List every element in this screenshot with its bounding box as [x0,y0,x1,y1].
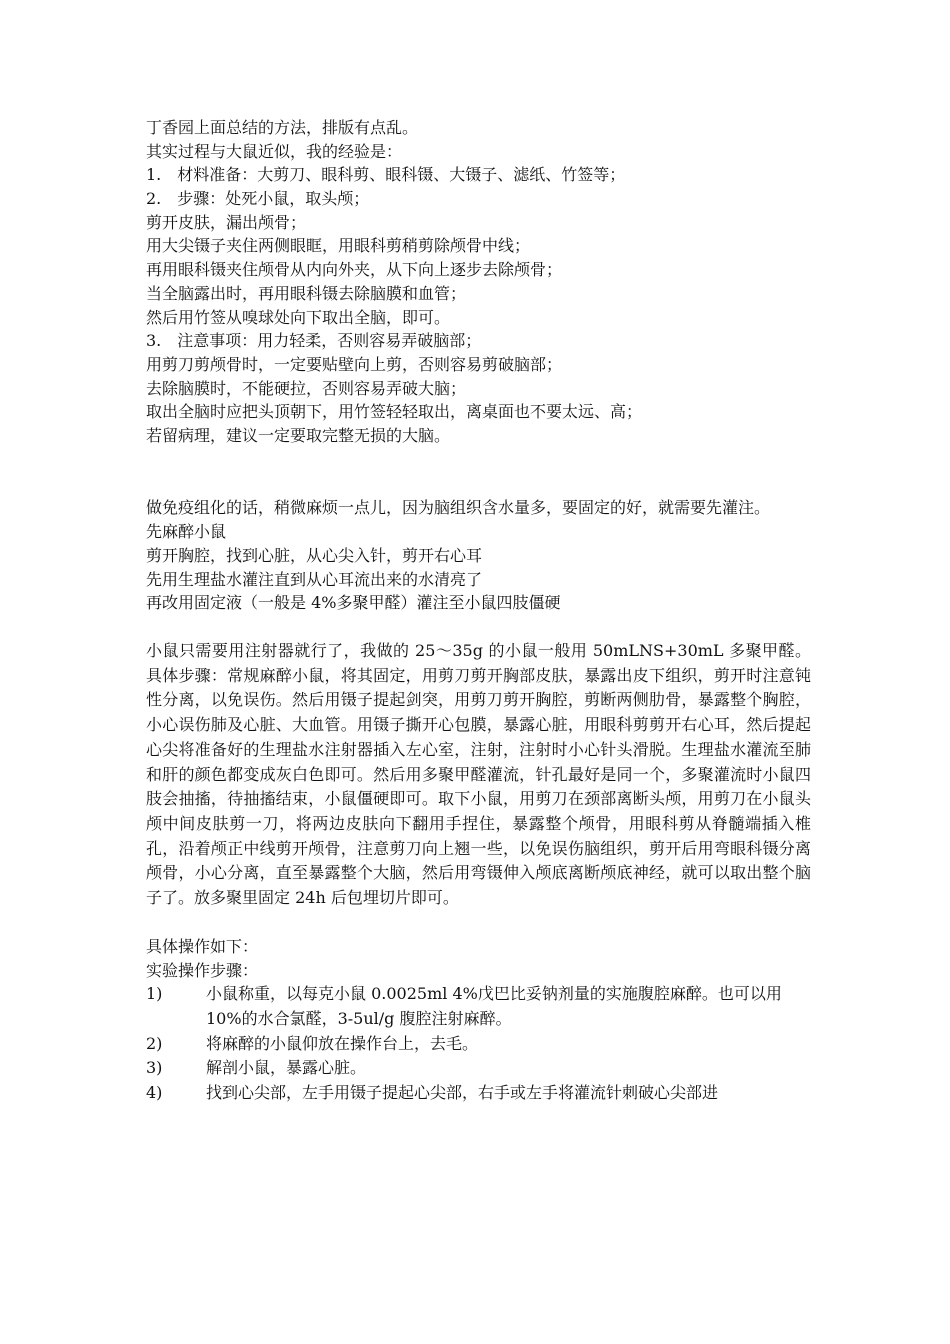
text-line: 先用生理盐水灌注直到从心耳流出来的水清亮了 [146,569,483,589]
text-line: 取出全脑时应把头顶朝下，用竹签轻轻取出，离桌面也不要太远、高； [146,402,643,422]
text-line: 再用眼科镊夹住颅骨从内向外夹，从下向上逐步去除颅骨； [146,260,563,280]
text-line: 剪开胸腔，找到心脏，从心尖入针，剪开右心耳 [146,546,483,566]
section-perfusion [146,496,811,615]
paragraph: 做免疫组化的话，稍微麻烦一点儿，因为脑组织含水量多，要固定的好，就需要先灌注。 [146,497,771,517]
list-item-number: 4) [146,1082,163,1102]
section-brain-extraction [146,116,811,448]
text-line: 去除脑膜时，不能硬拉，否则容易弄破大脑； [146,378,467,398]
list-item [146,1032,811,1057]
list-item-number: 1) [146,984,163,1004]
text-line: 3. 注意事项：用力轻柔，否则容易弄破脑部； [146,331,482,351]
section-mouse-procedure [146,639,811,911]
list-item-text: 找到心尖部，左手用镊子提起心尖部，右手或左手将灌流针刺破心尖部进 [206,1082,719,1102]
text-line: 再改用固定液（一般是 4%多聚甲醛）灌注至小鼠四肢僵硬 [146,593,561,613]
list-item [146,1056,811,1081]
blank-space [146,615,811,639]
text-line: 2. 步骤：处死小鼠，取头颅； [146,189,370,209]
text-line: 1. 材料准备：大剪刀、眼科剪、眼科镊、大镊子、滤纸、竹签等； [146,165,626,185]
list-item [146,982,811,1031]
text-line: 剪开皮肤，漏出颅骨； [146,212,307,232]
document-body [146,116,811,1106]
text-line: 若留病理，建议一定要取完整无损的大脑。 [146,425,451,445]
list-item-text: 小鼠称重，以每克小鼠 0.0025ml 4%戊巴比妥钠剂量的实施腹腔麻醉。也可以用 10%的水合氯醛，3-5ul/g 腹腔注射麻醉。 [206,984,782,1028]
list-item [146,1081,811,1106]
text-line: 用剪刀剪颅骨时，一定要贴壁向上剪，否则容易剪破脑部； [146,354,563,374]
section-heading: 具体操作如下： [146,936,259,956]
list-item-text: 解剖小鼠，暴露心脏。 [206,1058,367,1078]
blank-space [146,448,811,496]
blank-space [146,911,811,935]
list-item-text: 将麻醉的小鼠仰放在操作台上，去毛。 [206,1033,479,1053]
text-line: 其实过程与大鼠近似，我的经验是： [146,141,403,161]
paragraph: 小鼠只需要用注射器就行了，我做的 25～35g 的小鼠一般用 50mLNS+30mL 多聚甲醛。具体步骤：常规麻醉小鼠，将其固定，用剪刀剪开胸部皮肤，暴露出皮下组织，剪开时注意钝性分离，以免误伤。然后用镊子提起剑突，用剪刀剪开胸腔，剪断两侧肋骨，暴露整个胸腔，小心误伤肺及心脏、大血管。用镊子撕开心包膜，暴露心脏，用眼科剪剪开右心耳，然后提起心尖将准备好的生理盐水注射器插入左心室，注射，注射时小心针头滑脱。生理盐水灌流至肺和肝的颜色都变成灰白色即可。然后用多聚甲醛灌流，针孔最好是同一个，多聚灌流时小鼠四肢会抽搐，待抽搐结束，小鼠僵硬即可。取下小鼠，用剪刀在颈部离断头颅，用剪刀在小鼠头颅中间皮肤剪一刀，将两边皮肤向下翻用手捏住，暴露整个颅骨，用眼科剪从脊髓端插入椎孔，沿着颅正中线剪开颅骨，注意剪刀向上翘一些，以免误伤脑组织，剪开后用弯眼科镊分离颅骨，小心分离，直至暴露整个大脑，然后用弯镊伸入颅底离断颅底神经，就可以取出整个脑子了。放多聚里固定 24h 后包埋切片即可。 [146,641,811,908]
text-line: 当全脑露出时，再用眼科镊去除脑膜和血管； [146,283,467,303]
list-item-number: 3) [146,1058,163,1078]
text-line: 然后用竹签从嗅球处向下取出全脑，即可。 [146,307,451,327]
text-line: 用大尖镊子夹住两侧眼眶，用眼科剪稍剪除颅骨中线； [146,236,531,256]
section-subheading: 实验操作步骤： [146,960,259,980]
section-operation-steps [146,935,811,1106]
list-item-number: 2) [146,1033,163,1053]
text-line: 丁香园上面总结的方法，排版有点乱。 [146,118,419,137]
text-line: 先麻醉小鼠 [146,522,227,542]
